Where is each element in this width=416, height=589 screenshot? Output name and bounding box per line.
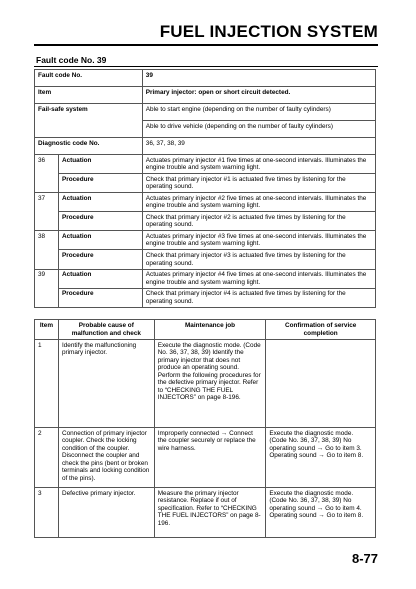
actuation-text: Actuates primary injector #3 five times at one-second intervals. Illuminates the engine trouble and system warning light.	[142, 231, 375, 250]
table-row	[35, 488, 376, 538]
header-job: Maintenance job	[154, 320, 266, 340]
code-procedure-row	[35, 212, 376, 231]
procedure-text: Check that primary injector #4 is actuated five times by listening for the operating sound.	[142, 288, 375, 307]
row-item: 2	[35, 428, 59, 488]
item-row	[35, 87, 376, 104]
actuation-label: Actuation	[58, 231, 142, 250]
header-confirm: Confirmation of service completion	[266, 320, 376, 340]
actuation-text: Actuates primary injector #1 five times at one-second intervals. Illuminates the engine trouble and system warning light.	[142, 155, 375, 174]
actuation-label: Actuation	[58, 193, 142, 212]
page-title: FUEL INJECTION SYSTEM	[159, 22, 378, 41]
procedure-text: Check that primary injector #3 is actuated five times by listening for the operating sound.	[142, 250, 375, 269]
code-number: 39	[35, 269, 59, 307]
failsafe-value: Able to drive vehicle (depending on the number of faulty cylinders)	[142, 121, 375, 138]
header-divider	[34, 44, 378, 46]
row-job: Execute the diagnostic mode. (Code No. 36, 37, 38, 39) Identify the primary injector that does not produce an operating sound. Perform the following procedures for the defective primary injector. Refer to “CHECKING THE FUEL INJECTORS” on page 8-196.	[154, 340, 266, 428]
header-item: Item	[35, 320, 59, 340]
code-number: 36	[35, 155, 59, 193]
table-header-row	[35, 320, 376, 340]
code-actuation-row	[35, 269, 376, 288]
procedure-label: Procedure	[58, 174, 142, 193]
actuation-label: Actuation	[58, 269, 142, 288]
row-item: 3	[35, 488, 59, 538]
code-actuation-row	[35, 193, 376, 212]
code-actuation-row	[35, 231, 376, 250]
actuation-text: Actuates primary injector #2 five times at one-second intervals. Illuminates the engine trouble and system warning light.	[142, 193, 375, 212]
header-cause: Probable cause of malfunction and check	[58, 320, 154, 340]
code-procedure-row	[35, 250, 376, 269]
section-title: Fault code No. 39	[36, 55, 107, 65]
fault-code-label: Fault code No.	[35, 70, 143, 87]
section-divider	[34, 66, 378, 67]
actuation-text: Actuates primary injector #4 five times at one-second intervals. Illuminates the engine trouble and system warning light.	[142, 269, 375, 288]
row-confirm: Execute the diagnostic mode. (Code No. 36, 37, 38, 39) No operating sound → Go to item 3. Operating sound → Go to item 8.	[266, 428, 376, 488]
fault-code-row	[35, 70, 376, 87]
procedure-label: Procedure	[58, 250, 142, 269]
row-item: 1	[35, 340, 59, 428]
code-actuation-row	[35, 155, 376, 174]
procedure-text: Check that primary injector #1 is actuated five times by listening for the operating sound.	[142, 174, 375, 193]
fault-code-value: 39	[142, 70, 375, 87]
maintenance-table	[34, 319, 376, 538]
row-job: Measure the primary injector resistance. Replace if out of specification. Refer to “CHECKING THE FUEL INJECTORS” on page 8-196.	[154, 488, 266, 538]
item-label: Item	[35, 87, 143, 104]
procedure-label: Procedure	[58, 212, 142, 231]
diagnostic-code-label: Diagnostic code No.	[35, 138, 143, 155]
row-confirm: Execute the diagnostic mode. (Code No. 36, 37, 38, 39) No operating sound → Go to item 4. Operating sound → Go to item 8.	[266, 488, 376, 538]
diagnostic-code-row	[35, 138, 376, 155]
code-procedure-row	[35, 174, 376, 193]
diagnostic-code-value: 36, 37, 38, 39	[142, 138, 375, 155]
row-cause: Connection of primary injector coupler. Check the locking condition of the coupler. Disconnect the coupler and check the pins (bent or broken terminals and locking condition of the pins).	[58, 428, 154, 488]
item-value: Primary injector: open or short circuit detected.	[142, 87, 375, 104]
fault-code-table	[34, 69, 376, 308]
table-row	[35, 428, 376, 488]
code-number: 38	[35, 231, 59, 269]
table-row	[35, 340, 376, 428]
page-number: 8-77	[351, 551, 378, 566]
failsafe-row	[35, 104, 376, 121]
row-cause: Defective primary injector.	[58, 488, 154, 538]
code-procedure-row	[35, 288, 376, 307]
failsafe-label: Fail-safe system	[35, 104, 143, 138]
actuation-label: Actuation	[58, 155, 142, 174]
failsafe-value: Able to start engine (depending on the number of faulty cylinders)	[142, 104, 375, 121]
procedure-label: Procedure	[58, 288, 142, 307]
row-confirm	[266, 340, 376, 428]
procedure-text: Check that primary injector #2 is actuated five times by listening for the operating sound.	[142, 212, 375, 231]
row-cause: Identify the malfunctioning primary injector.	[58, 340, 154, 428]
code-number: 37	[35, 193, 59, 231]
row-job: Improperly connected → Connect the coupler securely or replace the wire harness.	[154, 428, 266, 488]
